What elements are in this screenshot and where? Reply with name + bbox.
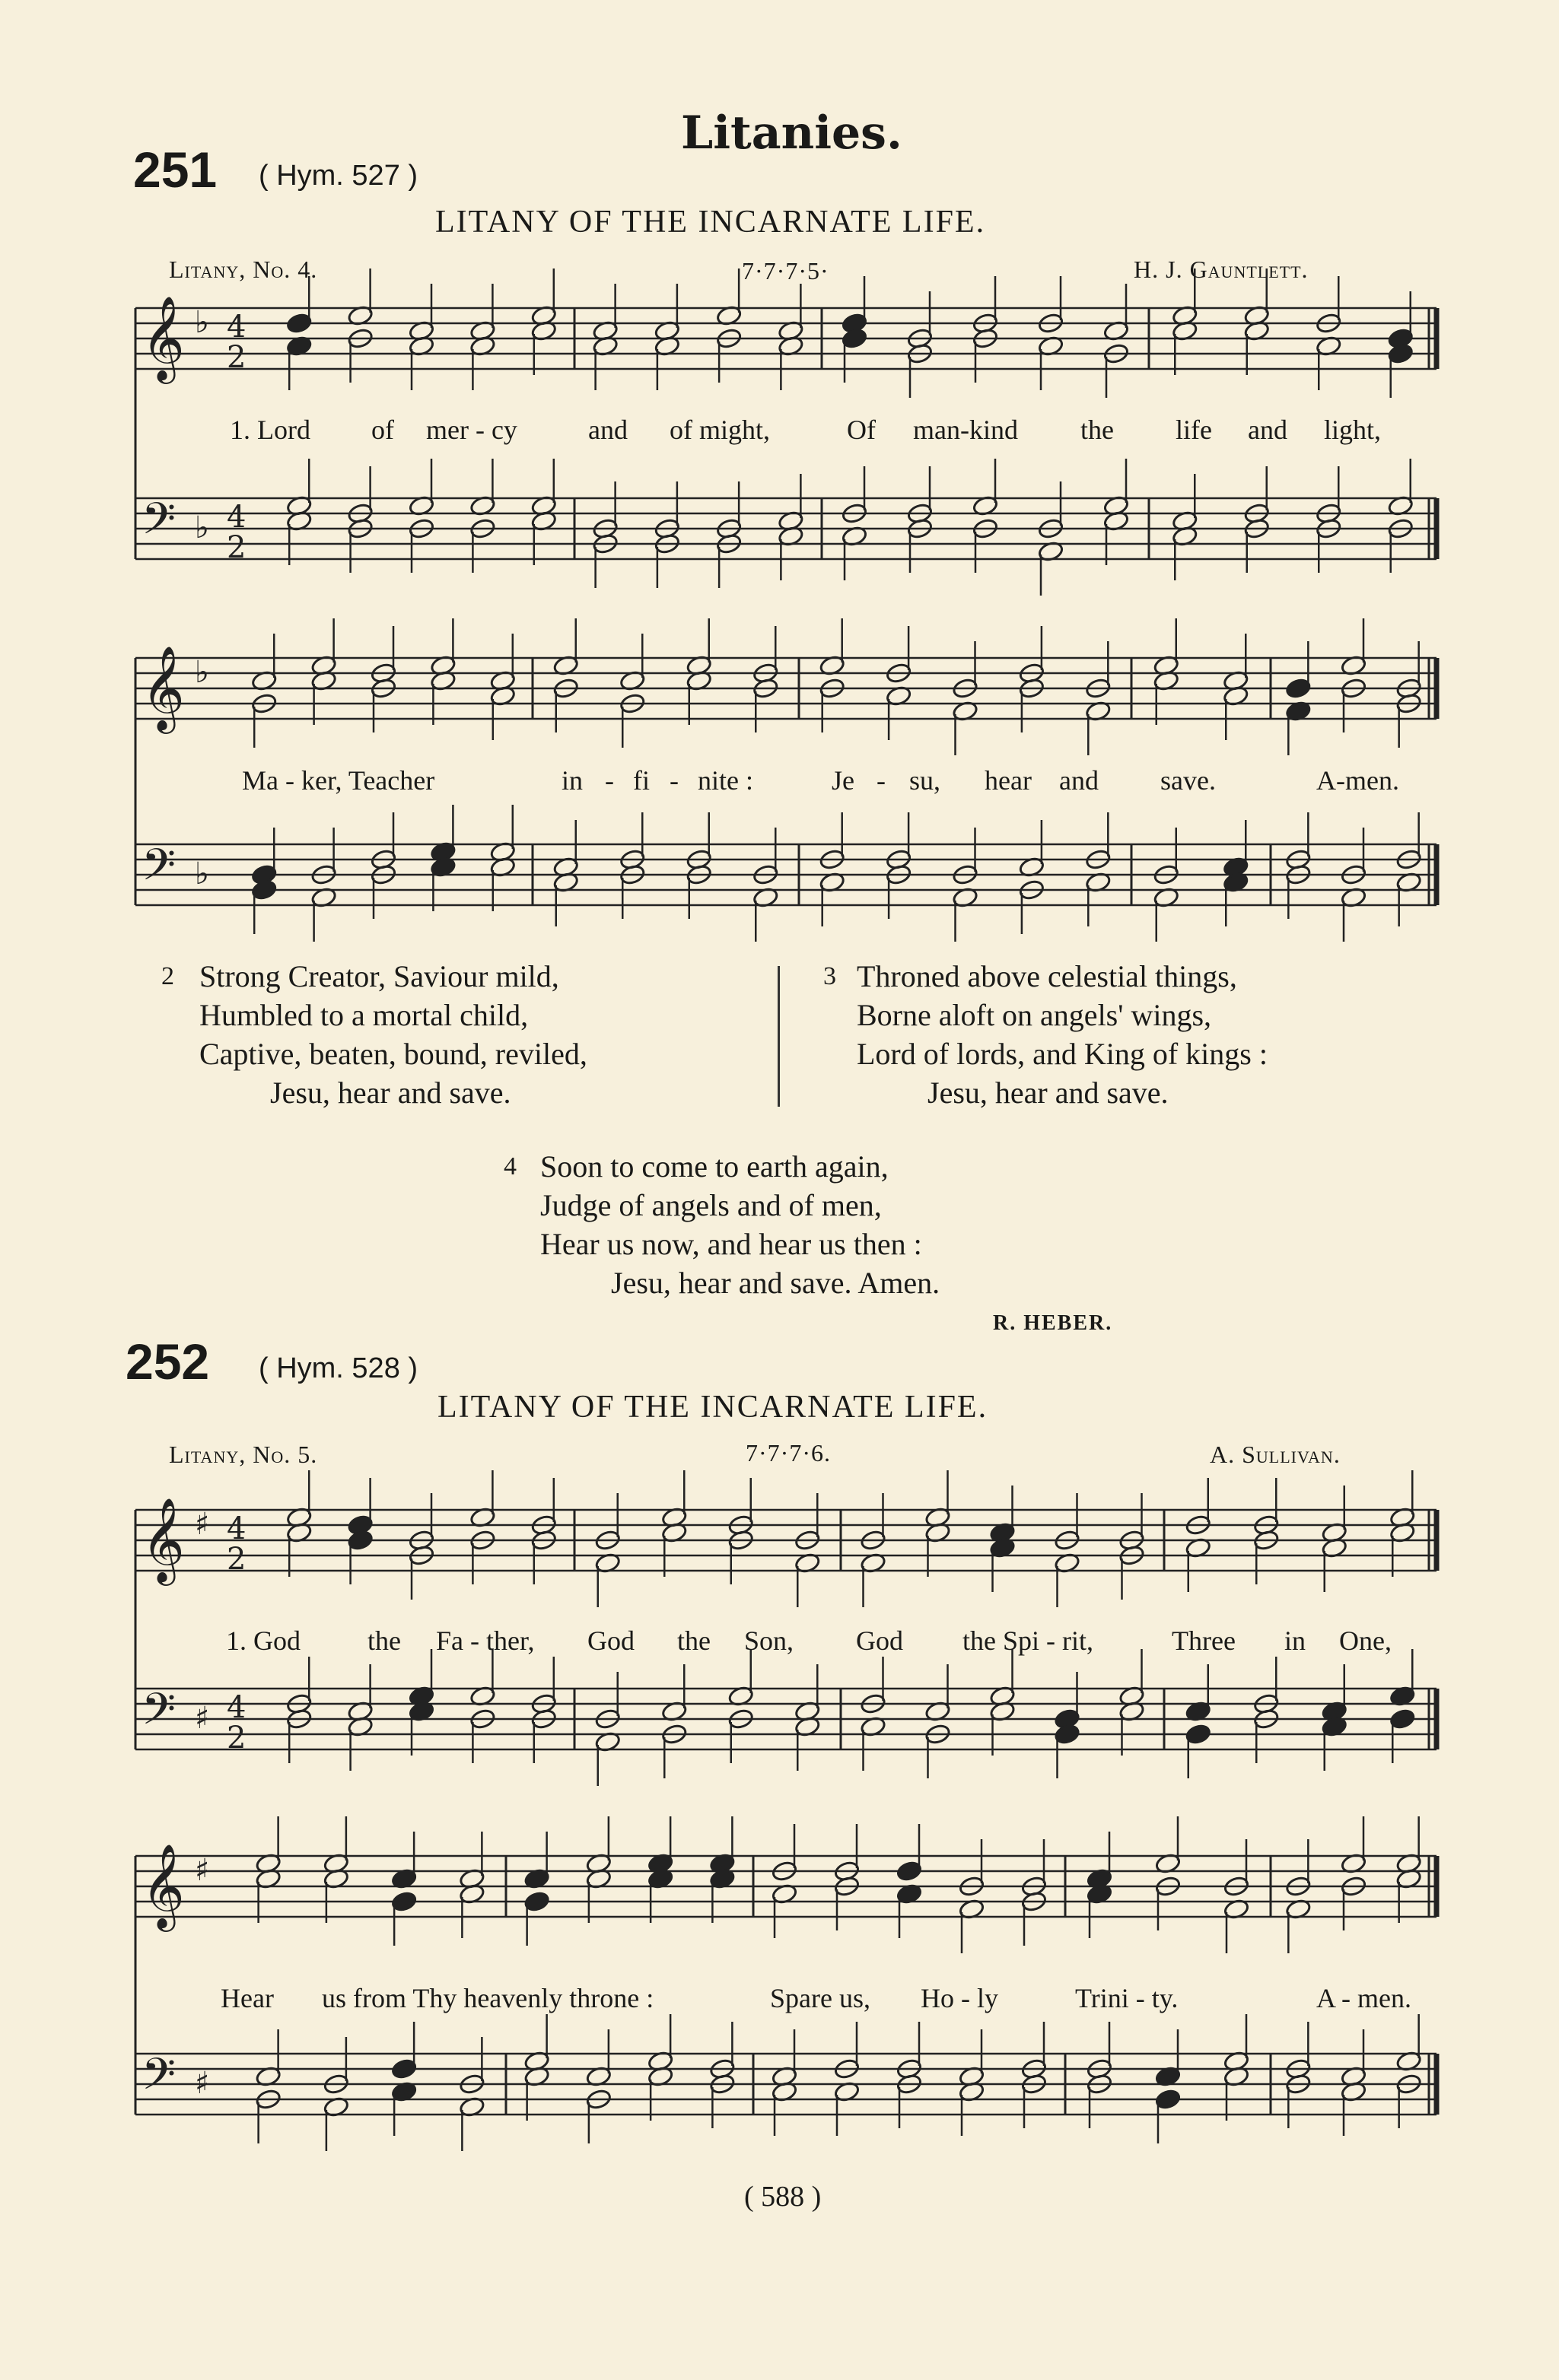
verse-line: Jesu, hear and save. Amen.	[611, 1266, 940, 1300]
verse-line: Judge of angels and of men,	[540, 1188, 882, 1222]
svg-text:♯: ♯	[195, 2066, 210, 2101]
lyric-syllable: A - men.	[1316, 1983, 1411, 2013]
meter: 7·7·7·5·	[742, 257, 829, 284]
lyric-syllable: Hear	[221, 1983, 274, 2013]
lyric-syllable: -	[670, 765, 679, 796]
hymn-title: LITANY OF THE INCARNATE LIFE.	[435, 205, 986, 240]
verse-line: Hear us now, and hear us then :	[540, 1227, 922, 1261]
lyric-syllable: Three	[1172, 1625, 1236, 1656]
verse-line: Strong Creator, Saviour mild,	[199, 959, 559, 993]
hymn-reference: ( Hym. 527 )	[259, 160, 418, 192]
verse-number: 4	[504, 1152, 517, 1180]
svg-text:𝄞: 𝄞	[142, 295, 185, 380]
lyric-syllable: light,	[1324, 415, 1382, 445]
svg-text:𝄞: 𝄞	[142, 1497, 185, 1582]
lyric-syllable: the	[367, 1625, 401, 1656]
meter: 7·7·7·6.	[746, 1439, 831, 1466]
svg-text:♯: ♯	[195, 1507, 210, 1542]
svg-text:♭: ♭	[195, 510, 209, 545]
lyric-syllable: Je	[832, 765, 854, 796]
lyric-syllable: and	[1059, 765, 1099, 796]
lyric-syllable: God	[587, 1625, 635, 1656]
svg-text:𝄢: 𝄢	[142, 839, 177, 901]
lyric-syllable: life	[1176, 415, 1212, 445]
svg-text:♭: ♭	[195, 305, 209, 340]
tune-name: Litany, No. 4.	[169, 256, 318, 283]
svg-text:4: 4	[227, 310, 247, 345]
verse-line: Jesu, hear and save.	[270, 1076, 511, 1110]
tune-name: Litany, No. 5.	[169, 1441, 318, 1468]
svg-text:2: 2	[227, 340, 247, 375]
svg-text:4: 4	[227, 1511, 247, 1546]
page-number: ( 588 )	[744, 2181, 822, 2213]
verse-line: Humbled to a mortal child,	[199, 998, 529, 1032]
hymn-number: 251	[133, 141, 218, 198]
lyric-syllable: Spare us,	[770, 1983, 870, 2013]
lyric-syllable: the	[1080, 415, 1114, 445]
verse-number: 2	[161, 962, 174, 990]
lyric-syllable: A-men.	[1316, 765, 1399, 796]
lyric-syllable: Son,	[744, 1625, 794, 1656]
svg-text:𝄢: 𝄢	[142, 2048, 177, 2111]
svg-text:𝄢: 𝄢	[142, 493, 177, 555]
lyric-syllable: Fa - ther,	[436, 1625, 535, 1656]
lyric-syllable: Ma - ker, Teacher	[242, 765, 435, 796]
svg-text:♯: ♯	[195, 1853, 210, 1888]
verse-number: 3	[823, 962, 836, 990]
verse-block	[504, 1147, 940, 1302]
svg-text:♭: ♭	[195, 655, 209, 690]
svg-text:2: 2	[227, 1542, 247, 1577]
verse-block	[161, 957, 587, 1112]
lyric-syllable: 1. Lord	[230, 415, 310, 445]
svg-text:4: 4	[227, 1690, 247, 1725]
hymn-title: LITANY OF THE INCARNATE LIFE.	[437, 1390, 988, 1425]
composer: H. J. Gauntlett.	[1134, 256, 1309, 283]
lyric-syllable: Of	[847, 415, 876, 445]
composer: A. Sullivan.	[1210, 1441, 1341, 1468]
verse-divider	[778, 966, 780, 1107]
verse-block	[823, 957, 1268, 1112]
svg-text:4: 4	[227, 500, 247, 535]
verse-line: Captive, beaten, bound, reviled,	[199, 1037, 587, 1071]
lyric-syllable: One,	[1339, 1625, 1392, 1656]
lyric-syllable: in	[1284, 1625, 1306, 1656]
svg-text:𝄞: 𝄞	[142, 645, 185, 730]
lyric-syllable: nite :	[698, 765, 753, 796]
lyric-syllable: -	[605, 765, 614, 796]
lyric-syllable: in	[562, 765, 584, 796]
lyric-syllable: and	[588, 415, 628, 445]
lyric-syllable: mer - cy	[426, 415, 517, 445]
section-title: Litanies.	[681, 106, 902, 160]
lyric-syllable: Ho - ly	[921, 1983, 998, 2013]
verse-line: Jesu, hear and save.	[927, 1076, 1169, 1110]
lyric-syllable: of might,	[670, 415, 770, 445]
lyric-syllable: -	[877, 765, 886, 796]
hymn-reference: ( Hym. 528 )	[259, 1352, 418, 1384]
lyric-syllable: the	[677, 1625, 711, 1656]
lyric-syllable: hear	[985, 765, 1032, 796]
verse-line: Lord of lords, and King of kings :	[857, 1037, 1268, 1071]
lyric-syllable: fi	[633, 765, 650, 796]
lyric-syllable: us from Thy heavenly throne :	[322, 1983, 654, 2013]
lyric-syllable: God	[856, 1625, 903, 1656]
svg-text:𝄞: 𝄞	[142, 1843, 185, 1928]
hymn-author: R. HEBER.	[993, 1311, 1113, 1335]
lyric-syllable: man-kind	[913, 415, 1018, 445]
lyric-syllable: su,	[909, 765, 941, 796]
svg-text:♯: ♯	[195, 1701, 210, 1736]
svg-text:2: 2	[227, 1721, 247, 1756]
svg-text:2: 2	[227, 530, 247, 565]
lyric-syllable: the Spi - rit,	[962, 1625, 1093, 1656]
lyric-syllable: and	[1248, 415, 1287, 445]
hymn-number: 252	[126, 1333, 210, 1390]
verse-line: Borne aloft on angels' wings,	[857, 998, 1212, 1032]
lyric-syllable: Trini - ty.	[1075, 1983, 1179, 2013]
lyric-syllable: save.	[1160, 765, 1216, 796]
svg-text:𝄢: 𝄢	[142, 1683, 177, 1746]
lyric-syllable: 1. God	[226, 1625, 301, 1656]
verse-line: Throned above celestial things,	[857, 959, 1237, 993]
svg-text:♭: ♭	[195, 856, 209, 891]
lyric-syllable: of	[371, 415, 394, 445]
verse-line: Soon to come to earth again,	[540, 1149, 889, 1184]
